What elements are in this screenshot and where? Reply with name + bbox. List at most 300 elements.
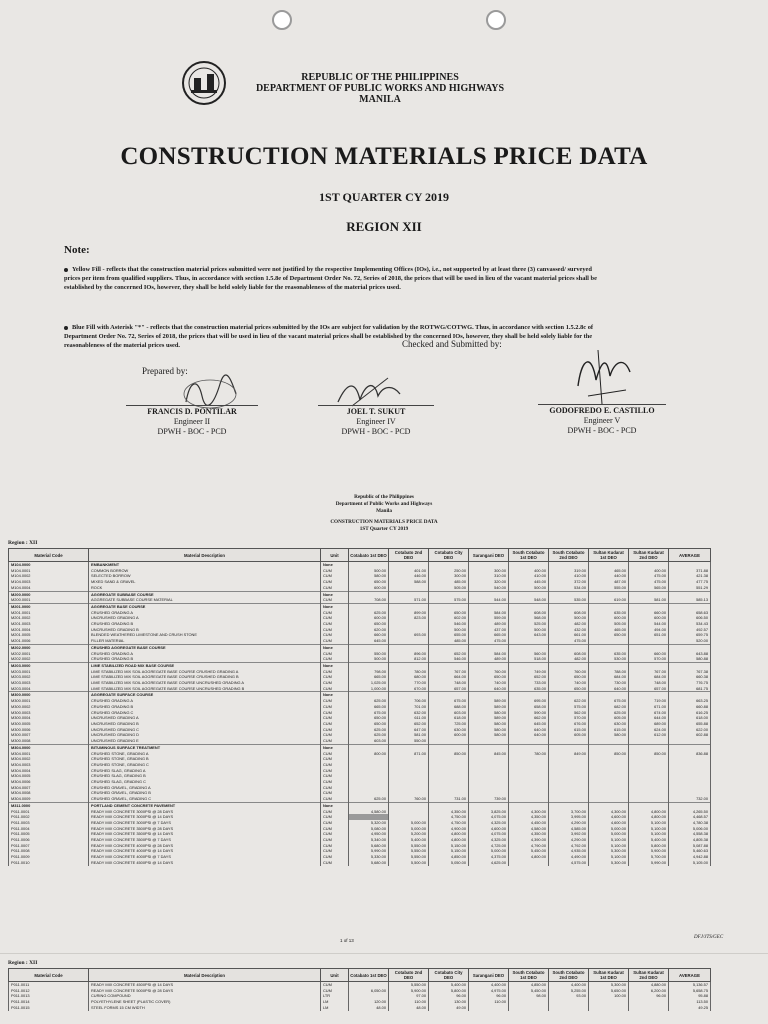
column-header: Unit	[321, 969, 349, 982]
price-cell: 482.00	[549, 621, 589, 627]
price-cell: 5,450.00	[509, 988, 549, 994]
signatory-name: JOEL T. SUKUT	[318, 405, 434, 417]
price-cell: 798.00	[349, 669, 389, 675]
material-code-cell: M201.0002	[9, 615, 89, 621]
average-cell: 660.38	[669, 674, 711, 680]
price-cell: 5,300.00	[589, 848, 629, 854]
material-code-cell: M300.0008	[9, 738, 89, 744]
price-cell: 4,950.00	[349, 831, 389, 837]
price-cell: 655.00	[429, 632, 469, 638]
material-description-cell: COMMON BORROW	[89, 568, 321, 574]
price-cell: 4,625.00	[469, 860, 509, 866]
price-cell: 505.00	[429, 585, 469, 591]
material-code-cell: M304.0003	[9, 762, 89, 768]
column-header: South Cotabato 1st DEO	[509, 969, 549, 982]
unit-cell: CUM	[321, 837, 349, 843]
material-code-cell: M304.0008	[9, 790, 89, 796]
material-description-cell: MIXED SAND & GRAVEL	[89, 579, 321, 585]
column-header: South Cotabato 2nd DEO	[549, 549, 589, 562]
price-cell: 661.00	[549, 632, 589, 638]
price-cell: 93.00	[549, 993, 589, 999]
column-header: Cotabato 1st DEO	[349, 969, 389, 982]
price-cell: 682.00	[589, 704, 629, 710]
price-cell: 625.00	[349, 796, 389, 802]
signatory-rank: Engineer IV	[356, 417, 396, 426]
price-cell: 650.00	[589, 632, 629, 638]
price-cell: 4,350.00	[509, 814, 549, 820]
price-cell: 372.00	[549, 579, 589, 585]
price-cell: 640.00	[509, 732, 549, 738]
unit-cell: LM	[321, 1005, 349, 1011]
price-cell: 4,300.00	[589, 809, 629, 815]
material-description-cell: UNCRUSHED GRADING E	[89, 738, 321, 744]
price-cell: 3,825.00	[469, 809, 509, 815]
material-description-cell: READY MIX CONCRETE 4000PSI @ 14 DAYS	[89, 848, 321, 854]
price-cell: 48.00	[349, 1005, 389, 1011]
price-cell: 4,400.00	[469, 982, 509, 988]
material-code-cell: M300.0000	[9, 692, 89, 698]
price-cell: 485.00	[429, 638, 469, 644]
price-cell: 5,320.00	[349, 820, 389, 826]
header-republic: REPUBLIC OF THE PHILIPPINES	[301, 72, 459, 83]
unit-cell: CUM	[321, 615, 349, 621]
material-description-cell: CRUSHED GRAVEL, GRADING A	[89, 785, 321, 791]
average-cell: 660.88	[669, 704, 711, 710]
price-cell: 570.00	[629, 656, 669, 662]
material-code-cell: P011.0011	[9, 982, 89, 988]
column-header: Sultan Kudarat 1st DEO	[589, 549, 629, 562]
average-cell: 371.88	[669, 568, 711, 574]
price-cell: 5,150.00	[429, 848, 469, 854]
material-code-cell: M201.0006	[9, 638, 89, 644]
price-cell: 465.00	[589, 568, 629, 574]
average-cell: 681.75	[669, 686, 711, 692]
price-cell: 320.00	[469, 579, 509, 585]
material-code-cell: M203.0002	[9, 674, 89, 680]
price-cell: 546.00	[429, 621, 469, 627]
material-description-cell: LIME STABILIZED MIX SOIL AGGREGATE BASE COURSE UNCRUSHED GRADING B	[89, 686, 321, 692]
price-cell: 652.00	[509, 674, 549, 680]
price-cell	[509, 860, 549, 866]
price-cell: 657.00	[429, 686, 469, 692]
page3-region-label: Region : XII	[8, 960, 38, 966]
price-cell: 4,400.00	[549, 982, 589, 988]
average-cell: 113.50	[669, 999, 711, 1005]
material-code-cell: P011.0008	[9, 848, 89, 854]
average-cell: 618.00	[669, 715, 711, 721]
price-cell: 899.00	[389, 610, 429, 616]
page2-header-department: Department of Public Works and Highways	[335, 501, 433, 507]
average-cell: 534.43	[669, 621, 711, 627]
price-cell: 671.00	[629, 704, 669, 710]
note-yellow-fill	[64, 265, 604, 301]
price-cell: 4,792.00	[549, 843, 589, 849]
price-cell: 658.00	[509, 704, 549, 710]
material-code-cell: M304.0000	[9, 744, 89, 750]
material-code-cell: M300.0002	[9, 704, 89, 710]
unit-cell: CUM	[321, 632, 349, 638]
material-description-cell: CRUSHED SLAG, GRADING A	[89, 768, 321, 774]
price-cell: 500.00	[429, 627, 469, 633]
material-description-cell: READY MIX CONCRETE 3000PSI @ 7 DAYS	[89, 820, 321, 826]
material-description-cell: UNCRUSHED GRADING B	[89, 721, 321, 727]
price-cell: 445.00	[509, 579, 549, 585]
price-cell: 4,290.00	[549, 820, 589, 826]
average-cell: 4,805.38	[669, 837, 711, 843]
price-cell: 49.00	[429, 1005, 469, 1011]
price-cell: 575.00	[549, 704, 589, 710]
price-cell: 611.00	[389, 715, 429, 721]
price-cell: 4,580.00	[509, 826, 549, 832]
prepared-by-label: Prepared by:	[142, 366, 188, 376]
material-code-cell: P011.0013	[9, 993, 89, 999]
unit-cell: CUM	[321, 751, 349, 757]
material-description-cell: UNCRUSHED GRADING D	[89, 732, 321, 738]
price-cell: 4,800.00	[429, 831, 469, 837]
material-code-cell: M201.0001	[9, 610, 89, 616]
price-cell: 5,990.00	[349, 848, 389, 854]
signatory-rank: Engineer V	[583, 416, 621, 425]
price-cell: 5,000.00	[589, 831, 629, 837]
price-cell: 130.00	[429, 999, 469, 1005]
price-cell: 446.00	[389, 573, 429, 579]
price-cell: 731.00	[429, 796, 469, 802]
price-cell: 650.00	[349, 621, 389, 627]
price-cell: 5,100.00	[629, 831, 669, 837]
price-cell: 560.00	[509, 651, 549, 657]
average-cell: 5,658.75	[669, 988, 711, 994]
price-cell: 635.00	[509, 686, 549, 692]
average-cell: 655.88	[669, 721, 711, 727]
price-cell: 5,680.00	[349, 860, 389, 866]
price-cell: 580.00	[469, 710, 509, 716]
unit-cell: CUM	[321, 585, 349, 591]
material-code-cell: M300.0006	[9, 727, 89, 733]
price-cell: 608.00	[549, 651, 589, 657]
price-cell: 608.00	[549, 610, 589, 616]
price-cell: 518.00	[509, 656, 549, 662]
material-code-cell: P011.0004	[9, 826, 89, 832]
material-description-cell: CRUSHED GRADING A	[89, 651, 321, 657]
price-cell: 4,935.00	[549, 848, 589, 854]
column-header: Sarangani DEO	[469, 549, 509, 562]
material-description-cell: FILLER MATERIAL	[89, 638, 321, 644]
price-cell: 548.00	[509, 597, 549, 603]
price-cell: 5,100.00	[589, 843, 629, 849]
average-cell: 602.88	[669, 732, 711, 738]
unit-cell: CUM	[321, 814, 349, 820]
material-code-cell: M200.0001	[9, 597, 89, 603]
price-cell: 674.00	[629, 710, 669, 716]
price-cell: 4,790.00	[509, 843, 549, 849]
unit-cell: CUM	[321, 610, 349, 616]
price-cell: 544.00	[469, 597, 509, 603]
price-cell: 535.00	[549, 597, 589, 603]
unit-cell: CUM	[321, 773, 349, 779]
material-description-cell: READY MIX CONCRETE 3500PSI @ 14 DAYS	[89, 831, 321, 837]
price-cell: 760.00	[469, 669, 509, 675]
signatory-office: DPWH - BOC - PCD	[157, 427, 227, 436]
price-cell: 4,975.00	[469, 988, 509, 994]
unit-cell: CUM	[321, 721, 349, 727]
note-blue-text: Blue Fill with Asterisk "*" - reflects that the construction material prices submitted by the IOs are subject for validation by the ROTWG/COTWG. Thus, in accordance with section 1.5.2.8c of Department Order No. 72, Series of 2018, the prices that will be used in lieu of the vacant material prices shall be established by the concerned IOs, however, they shall be held solely liable for the reasonableness of the material prices used.	[64, 324, 594, 349]
price-cell: 534.00	[549, 585, 589, 591]
price-cell: 401.00	[389, 568, 429, 574]
average-cell: 5,006.00	[669, 826, 711, 832]
material-code-cell: M304.0004	[9, 768, 89, 774]
price-cell: 580.00	[469, 732, 509, 738]
price-cell: 550.00	[349, 651, 389, 657]
price-cell: 5,990.00	[629, 860, 669, 866]
material-description-cell: CRUSHED GRAVEL, GRADING B	[89, 790, 321, 796]
price-table	[8, 548, 711, 866]
material-description-cell: CRUSHED GRADING B	[89, 656, 321, 662]
price-cell: 5,650.00	[589, 988, 629, 994]
price-cell: 120.00	[349, 999, 389, 1005]
price-cell: 310.00	[469, 573, 509, 579]
material-description-cell: LIME STABILIZED ROAD MIX BASE COURSE	[89, 662, 321, 668]
price-cell: 605.00	[549, 732, 589, 738]
price-cell: 589.00	[469, 715, 509, 721]
price-cell: 1,025.00	[349, 680, 389, 686]
price-cell: 500.00	[509, 585, 549, 591]
price-cell: 4,075.00	[469, 831, 509, 837]
document-title: CONSTRUCTION MATERIALS PRICE DATA	[120, 143, 648, 170]
price-cell: 494.00	[629, 627, 669, 633]
material-code-cell: P011.0003	[9, 820, 89, 826]
price-cell: 565.00	[629, 585, 669, 591]
price-cell: 550.00	[389, 738, 429, 744]
unit-cell: CUM	[321, 831, 349, 837]
material-code-cell: M304.0007	[9, 785, 89, 791]
price-cell	[469, 1005, 509, 1011]
unit-cell: CUM	[321, 669, 349, 675]
price-cell: 3,995.00	[549, 814, 589, 820]
average-cell: 663.25	[669, 698, 711, 704]
price-cell: 600.00	[349, 585, 389, 591]
price-cell: 688.00	[429, 704, 469, 710]
price-cell: 603.00	[349, 738, 389, 744]
material-code-cell: P011.0010	[9, 860, 89, 866]
material-code-cell: M203.0001	[9, 669, 89, 675]
column-header: Cotabato City DEO	[429, 549, 469, 562]
price-cell: 1,000.00	[349, 686, 389, 692]
material-description-cell: LIME STABILIZED MIX SOIL AGGREGATE BASE COURSE CRUSHED GRADING A	[89, 669, 321, 675]
price-cell: 5,340.00	[349, 837, 389, 843]
material-description-cell: POLYETHYLENE SHEET (PLASTIC COVER)	[89, 999, 321, 1005]
price-cell: 675.00	[349, 710, 389, 716]
region-label: REGION XII	[346, 219, 422, 234]
material-description-cell: CRUSHED GRADING C	[89, 710, 321, 716]
price-cell: 4,450.00	[509, 820, 549, 826]
material-description-cell: LIME STABILIZED MIX SOIL AGGREGATE BASE COURSE UNCRUSHED GRADING A	[89, 680, 321, 686]
price-cell: 5,000.00	[389, 826, 429, 832]
price-cell: 680.00	[389, 674, 429, 680]
price-cell: 644.00	[629, 715, 669, 721]
price-cell: 4,580.00	[349, 809, 389, 815]
unit-cell: CUM	[321, 768, 349, 774]
price-cell: 845.00	[469, 751, 509, 757]
average-cell: 580.88	[669, 656, 711, 662]
unit-cell: None	[321, 562, 349, 568]
price-cell: 5,800.00	[629, 843, 669, 849]
material-description-cell: AGGREGATE SURFACE COURSE	[89, 692, 321, 698]
material-code-cell: M201.0005	[9, 632, 89, 638]
unit-cell: CUM	[321, 738, 349, 744]
material-code-cell: M300.0005	[9, 721, 89, 727]
checked-by-label: Checked and Submitted by:	[402, 339, 502, 349]
quarter-label: 1ST QUARTER CY 2019	[319, 190, 449, 204]
unit-cell: CUM	[321, 710, 349, 716]
price-cell: 652.00	[389, 721, 429, 727]
material-code-cell: P011.0014	[9, 999, 89, 1005]
price-cell: 635.00	[589, 651, 629, 657]
price-cell: 584.00	[469, 651, 509, 657]
unit-cell: CUM	[321, 843, 349, 849]
material-description-cell: STEEL FORMS 15 CM WIDTH	[89, 1005, 321, 1011]
price-cell: 4,490.00	[549, 854, 589, 860]
bullet-icon	[64, 268, 68, 272]
unit-cell: CUM	[321, 988, 349, 994]
price-cell: 465.00	[589, 627, 629, 633]
column-header: Cotabato 2nd DEO	[389, 549, 429, 562]
signatory-office: DPWH - BOC - PCD	[567, 426, 637, 435]
price-cell: 300.00	[469, 568, 509, 574]
unit-cell: CUM	[321, 621, 349, 627]
material-code-cell: M200.0000	[9, 591, 89, 597]
price-cell: 559.00	[469, 615, 509, 621]
unit-cell: None	[321, 591, 349, 597]
material-description-cell: READY MIX CONCRETE 3500PSI @ 28 DAYS	[89, 826, 321, 832]
price-cell: 619.00	[589, 597, 629, 603]
price-cell: 437.00	[469, 627, 509, 633]
price-cell: 850.00	[589, 751, 629, 757]
price-cell: 489.00	[469, 621, 509, 627]
price-cell: 5,000.00	[589, 826, 629, 832]
average-cell: 520.00	[669, 638, 711, 644]
price-cell: 4,600.00	[589, 814, 629, 820]
unit-cell: CUM	[321, 848, 349, 854]
average-cell: 643.88	[669, 651, 711, 657]
price-cell: 652.00	[429, 651, 469, 657]
material-code-cell: M203.0000	[9, 662, 89, 668]
note-blue-fill	[64, 323, 604, 355]
price-cell: 4,850.00	[429, 854, 469, 860]
unit-cell: None	[321, 662, 349, 668]
material-description-cell: CRUSHED SLAG, GRADING B	[89, 773, 321, 779]
unit-cell: CUM	[321, 820, 349, 826]
price-cell: 662.00	[509, 715, 549, 721]
price-cell: 643.00	[509, 632, 549, 638]
average-cell: 4,780.38	[669, 820, 711, 826]
price-cell: 4,575.00	[549, 860, 589, 866]
unit-cell: CUM	[321, 704, 349, 710]
column-header: Unit	[321, 549, 349, 562]
material-code-cell: P011.0009	[9, 854, 89, 860]
material-description-cell: AGGREGATE SUBBASE COURSE	[89, 591, 321, 597]
price-cell: 4,800.00	[629, 814, 669, 820]
price-cell: 4,350.00	[429, 809, 469, 815]
price-cell: 749.00	[509, 669, 549, 675]
column-header: Material Description	[89, 969, 321, 982]
material-code-cell: P011.0012	[9, 988, 89, 994]
price-cell: 570.00	[549, 715, 589, 721]
price-cell: 588.00	[389, 579, 429, 585]
price-cell: 650.00	[549, 674, 589, 680]
price-cell: 4,375.00	[469, 854, 509, 860]
price-cell: 603.00	[429, 710, 469, 716]
column-header: Material Description	[89, 549, 321, 562]
material-code-cell: M304.0001	[9, 751, 89, 757]
price-cell: 5,200.00	[389, 831, 429, 837]
average-cell: 5,087.88	[669, 843, 711, 849]
price-cell: 4,350.00	[509, 831, 549, 837]
price-cell: 96.00	[429, 993, 469, 999]
material-description-cell: UNCRUSHED GRADING B	[89, 627, 321, 633]
signatory-rank: Engineer II	[173, 417, 211, 426]
price-cell: 589.00	[469, 704, 509, 710]
price-cell: 622.00	[549, 698, 589, 704]
price-cell: 475.00	[629, 579, 669, 585]
price-cell: 600.00	[429, 732, 469, 738]
price-cell: 850.00	[629, 751, 669, 757]
material-code-cell: M202.0000	[9, 644, 89, 650]
price-cell: 5,100.00	[589, 837, 629, 843]
price-cell: 400.00	[509, 568, 549, 574]
price-cell: 3,992.00	[549, 831, 589, 837]
price-cell: 608.00	[509, 610, 549, 616]
price-cell: 410.00	[509, 573, 549, 579]
unit-cell: CUM	[321, 680, 349, 686]
price-cell: 693.00	[389, 632, 429, 638]
price-cell: 896.00	[389, 651, 429, 657]
price-cell: 5,000.00	[469, 848, 509, 854]
price-cell: 5,000.00	[389, 820, 429, 826]
price-cell: 695.00	[509, 698, 549, 704]
price-cell: 319.00	[549, 568, 589, 574]
price-cell: 632.00	[389, 710, 429, 716]
unit-cell: CUM	[321, 686, 349, 692]
price-cell: 739.00	[469, 796, 509, 802]
unit-cell: CUM	[321, 638, 349, 644]
price-cell: 657.00	[629, 686, 669, 692]
price-cell: 4,800.00	[429, 837, 469, 843]
material-description-cell: CRUSHED STONE, GRADING B	[89, 756, 321, 762]
price-cell: 670.00	[389, 686, 429, 692]
price-cell: 568.00	[509, 615, 549, 621]
price-cell: 4,325.00	[469, 837, 509, 843]
material-code-cell: P011.0001	[9, 809, 89, 815]
material-description-cell: READY MIX CONCRETE 3500PSI @ 7 DAYS	[89, 837, 321, 843]
price-cell: 4,880.00	[629, 982, 669, 988]
price-cell: 665.00	[469, 632, 509, 638]
page2-quarter: 1ST Quarter CY 2019	[359, 526, 409, 532]
price-cell: 575.00	[429, 597, 469, 603]
price-cell: 5,900.00	[389, 988, 429, 994]
price-cell: 645.00	[349, 638, 389, 644]
material-description-cell: CRUSHED GRADING A	[89, 610, 321, 616]
price-cell: 850.00	[429, 751, 469, 757]
price-cell: 100.00	[589, 993, 629, 999]
price-cell: 555.00	[589, 585, 629, 591]
material-code-cell: M201.0004	[9, 627, 89, 633]
price-cell: 4,600.00	[469, 826, 509, 832]
price-cell: 748.00	[629, 680, 669, 686]
price-cell	[509, 1005, 549, 1011]
column-header: Material Code	[9, 969, 89, 982]
price-cell: 110.00	[389, 999, 429, 1005]
signatory-sukut	[318, 405, 434, 437]
